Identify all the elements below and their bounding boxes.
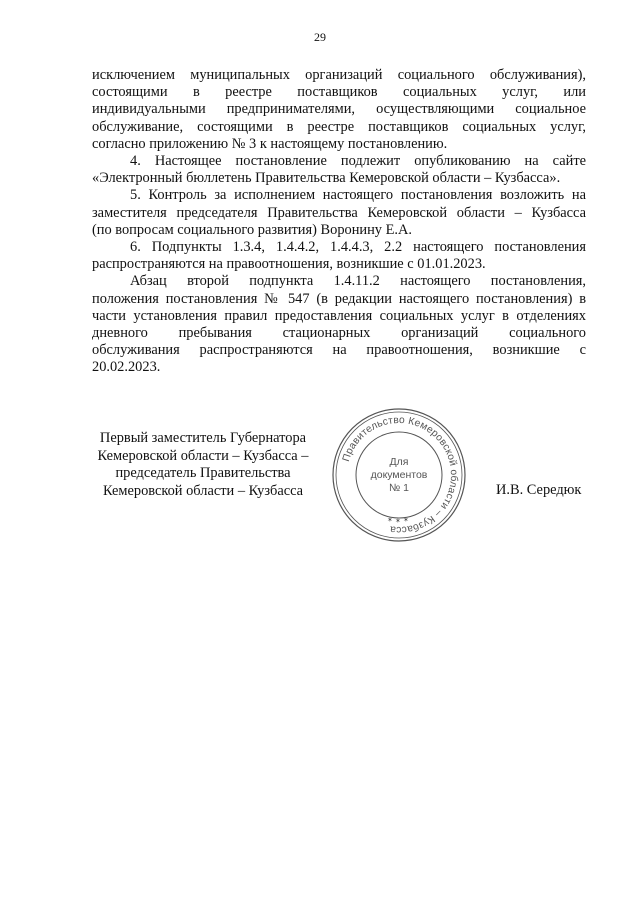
seal-center-line: Для (389, 456, 409, 468)
body-line: 20.02.2023. (92, 359, 161, 376)
body-line: 6. Подпункты 1.3.4, 1.4.4.2, 1.4.4.3, 2.2 настоящего постановления (130, 239, 586, 256)
body-line: распространяются на правоотношения, возникшие с 01.01.2023. (92, 256, 486, 273)
body-line: индивидуальными предпринимателями, осуществляющими социальное (92, 101, 586, 118)
seal-star: ✶ (395, 518, 401, 525)
seal-center-line: документов (370, 469, 428, 481)
body-line: дневного пребывания стационарных организаций социального (92, 325, 586, 342)
body-line: положения постановления № 547 (в редакции настоящего постановления) в (92, 290, 586, 307)
signatory-name: И.В. Середюк (496, 482, 582, 498)
seal-ring-text: Правительство Кемеровской области – Кузбасса (340, 414, 460, 536)
seal-star: ✶ (403, 517, 409, 524)
body-line: заместителя председателя Правительства Кемеровской области – Кузбасса (92, 204, 586, 221)
body-line: 4. Настоящее постановление подлежит опубликованию на сайте (130, 153, 586, 170)
signatory-position-line: председатель Правительства (115, 465, 291, 482)
signatory-position-line: Первый заместитель Губернатора (99, 430, 307, 446)
seal-star: ✶ (387, 517, 393, 524)
body-line: исключением муниципальных организаций социального обслуживания), (92, 67, 586, 83)
body-line: «Электронный бюллетень Правительства Кемеровской области – Кузбасса». (92, 170, 561, 187)
body-line: (по вопросам социального развития) Воронину Е.А. (92, 221, 412, 238)
body-line: состоящими в реестре поставщиков социальных услуг, или (92, 84, 586, 101)
body-line: 5. Контроль за исполнением настоящего постановления возложить на (130, 187, 586, 204)
body-line: обслуживание, состоящими в реестре поставщиков социальных услуг, (92, 118, 586, 135)
signatory-position-line: Кемеровской области – Кузбасса – (97, 447, 309, 464)
official-seal-stamp (329, 405, 469, 545)
seal-center-line: № 1 (388, 482, 410, 494)
signatory-position-line: Кемеровской области – Кузбасса (102, 482, 304, 499)
body-line: обслуживания распространяются на правоотношения, возникшие с (92, 342, 586, 359)
page-number: 29 (314, 30, 326, 44)
body-line: части установления правил предоставления социальных услуг в отделениях (92, 307, 586, 324)
body-text (92, 67, 586, 377)
signatory-position (84, 430, 322, 500)
body-line: согласно приложению № 3 к настоящему постановлению. (92, 135, 448, 152)
body-line: Абзац второй подпункта 1.4.11.2 настоящего постановления, (130, 273, 586, 290)
